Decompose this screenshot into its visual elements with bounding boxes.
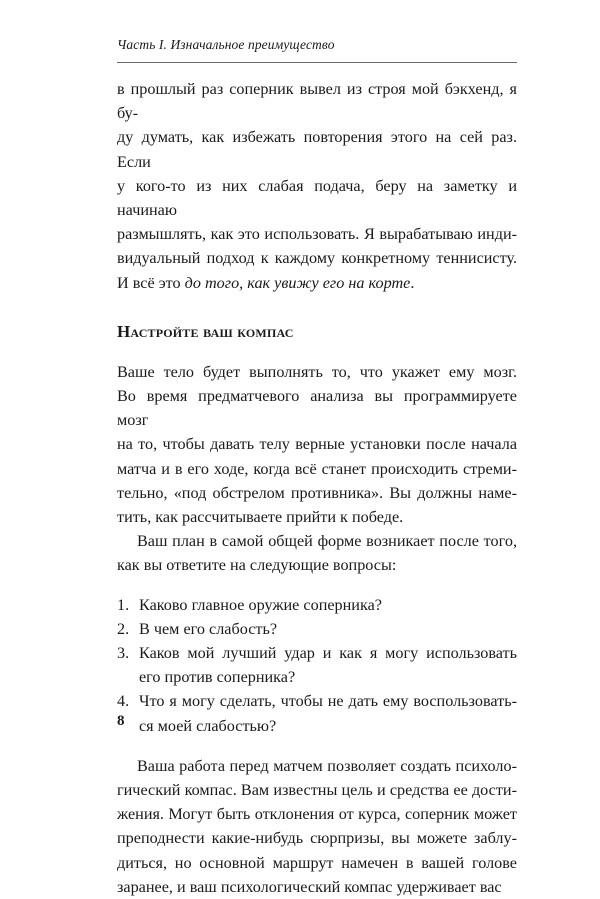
text-line: диться, но основной маршрут намечен в вашей голове [117,853,517,872]
text-line: в прошлый раз соперник вывел из строя мой бэкхенд, я бу- [117,80,517,123]
list-item [117,641,517,689]
text-line: Ваша работа перед матчем позволяет создать психоло- [137,756,517,775]
list-text: его против соперника? [139,668,296,687]
text-line: заранее, и ваш психологический компас удерживает вас [117,877,502,896]
list-item [117,617,517,641]
text-line: Во время предматчевого анализа вы программируете мозг [117,387,517,430]
book-page [117,36,517,896]
section-title: Настройте ваш компас [117,321,294,341]
list-number: 2. [117,619,130,638]
text-line: преподнести какие-нибудь сюрпризы, вы можете заблу- [117,829,517,848]
text-line-last [117,271,517,295]
list-number: 3. [117,644,130,663]
list-item [117,689,517,737]
list-number: 1. [117,595,130,614]
text-line: ду думать, как избежать повторения этого на сей раз. Если [117,128,517,171]
paragraph-2 [117,360,517,529]
questions-list [117,593,517,738]
text-line: тельно, «под обстрелом противника». Вы должны наме- [117,483,517,502]
text-line: тить, как рассчитываете прийти к победе. [117,508,404,527]
emphasis-text: до того, как увижу его на корте [184,273,411,292]
page-number: 8 [117,713,125,729]
header-rule [117,62,517,63]
list-text: В чем его слабость? [139,619,278,638]
list-number: 4. [117,692,130,711]
text-line: размышлять, как это использовать. Я вырабатываю инди- [117,225,517,244]
list-text: Каков мой лучший удар и как я могу использовать [139,644,517,663]
text-line: видуальный подход к каждому конкретному теннисисту. [117,249,517,268]
running-head: Часть I. Изначальное преимущество [117,37,335,52]
list-item [117,593,517,617]
list-text: Каково главное оружие соперника? [139,595,382,614]
text-line: на то, чтобы давать телу верные установки после начала [117,435,517,454]
paragraph-4 [117,754,517,899]
text-line: Ваше тело будет выполнять то, что укажет ему мозг. [117,362,517,381]
text-line: Ваш план в самой общей форме возникает после того, [137,532,517,551]
text-tail: . [410,273,415,292]
text-lead: И всё это [117,273,185,292]
list-text: Что я могу сделать, чтобы не дать ему воспользовать- [139,692,517,711]
list-text: ся моей слабостью? [139,716,277,735]
text-line: как вы ответите на следующие вопросы: [117,556,397,575]
paragraph-1 [117,77,517,295]
text-line: у кого-то из них слабая подача, беру на заметку и начинаю [117,176,517,220]
text-line: жения. Могут быть отклонения от курса, соперник может [117,805,517,824]
text-line: матча и в его ходе, когда всё станет происходить стреми- [117,459,517,478]
paragraph-3 [117,529,517,577]
text-line: гический компас. Вам известны цель и средства ее дости- [117,781,517,800]
